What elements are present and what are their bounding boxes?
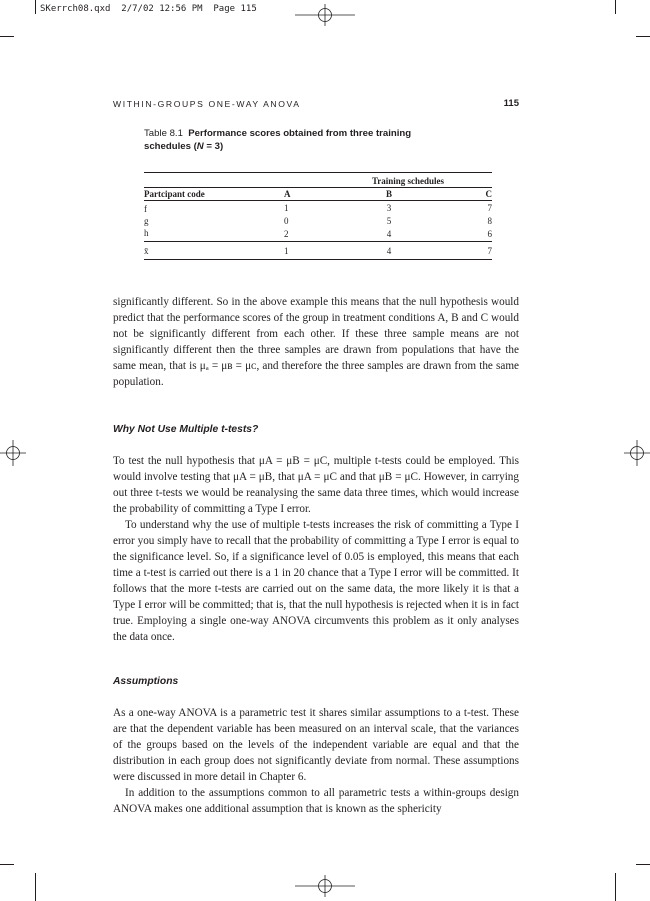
table-row [144,227,492,242]
table-spanner-heading: Training schedules [371,176,445,186]
intro-paragraph-block [113,294,519,390]
cell-code: h [144,228,149,238]
cell-code: f [144,204,147,214]
paragraph: To test the null hypothesis that μA = μB = μC, multiple t-tests could be employed. This would involve testing that μA = μB, that μA = μC and that μB = μC. However, in carrying out three t-tests we would be reanalysing the same data three times, which would increase the probability of committing a Type I error. [113,455,519,515]
table-row [144,215,492,227]
cell-a: 1 [284,203,289,213]
table-title-n: N [196,140,204,152]
cell-b: 5 [386,216,392,226]
section-heading-multiple-t-tests: Why Not Use Multiple t-tests? [113,424,259,435]
table-label: Table 8.1 [144,128,183,139]
table-caption [144,128,494,153]
cell-c: 6 [487,229,492,239]
cell-c: 7 [487,203,492,213]
multiple-t-tests-block [113,453,519,645]
registration-mark-left [0,440,26,466]
crop-mark-bottom-left-v [35,873,36,901]
cell-a: 2 [284,229,289,239]
paragraph: In addition to the assumptions common to all parametric tests a within-groups design ANOVA makes one additional assumption that is known as the sphericity [113,787,519,815]
cell-mean-label: x̄ [144,246,149,256]
cell-mean-b: 4 [386,245,392,256]
registration-mark-top [295,4,355,26]
cell-mean-c: 7 [487,245,492,256]
crop-mark-bottom-left-h [0,864,14,865]
crop-mark-bottom-right-h [636,864,650,865]
cell-b: 3 [386,203,392,213]
cell-b: 4 [386,229,392,239]
column-header-a: A [284,189,291,199]
crop-mark-top-left-v [35,0,36,14]
page-number: 115 [503,98,519,109]
cell-code: g [144,216,149,226]
table-title-line1: Performance scores obtained from three training [188,128,412,139]
cell-a: 0 [284,216,289,226]
column-header-code: Partcipant code [144,189,205,199]
table-title-line2-suffix: = 3) [203,140,224,152]
crop-mark-top-right-h [636,36,650,37]
registration-mark-right [624,440,650,466]
crop-mark-bottom-right-v [615,873,616,901]
table-title-line2-prefix: schedules ( [144,140,197,152]
cell-c: 8 [487,216,492,226]
running-head [113,99,519,109]
crop-mark-top-right-v [615,0,616,14]
registration-mark-bottom [295,875,355,897]
paragraph: To understand why the use of multiple t-tests increases the risk of committing a Type I error you simply have to recall that the probability of committing a Type I error is equal to the significance level. So, if a significance level of 0.05 is employed, this means that each time a t-test is carried out there is a 1 in 20 chance that a Type I error will be committed. It follows that the more t-tests are carried out on the same data, the more likely it is that a Type I error will be committed; that is, that the null hypothesis is rejected when it is in fact true. Employing a single one-way ANOVA circumvents this problem as it only analyses the data once. [113,519,519,643]
crop-mark-top-left-h [0,36,14,37]
column-header-c: C [485,189,492,199]
table-mean-row [144,242,492,260]
table-row [144,201,492,216]
assumptions-block [113,705,519,817]
running-head-title: WITHIN-GROUPS ONE-WAY ANOVA [113,99,301,109]
slug-line: SKerrch08.qxd 2/7/02 12:56 PM Page 115 [40,4,257,14]
scores-table [144,172,492,260]
paragraph: As a one-way ANOVA is a parametric test it shares similar assumptions to a t-test. These are that the dependent variable has been measured on an interval scale, that the variances of the groups based on the levels of the independent variable are equal and that the distribution in each group does not significantly deviate from normal. These assumptions were discussed in more detail in Chapter 6. [113,707,519,783]
column-header-b: B [385,189,392,199]
section-heading-assumptions: Assumptions [113,676,179,687]
cell-mean-a: 1 [284,245,289,256]
paragraph: significantly different. So in the above example this means that the null hypothesis would predict that the performance scores of the group in treatment conditions A, B and C would not be significantly different from each other. If these three sample means are not significantly different then the three samples are drawn from populations that have the same mean, that is μₐ = μʙ = μᴄ, and therefore the three samples are drawn from the same population. [113,296,519,388]
